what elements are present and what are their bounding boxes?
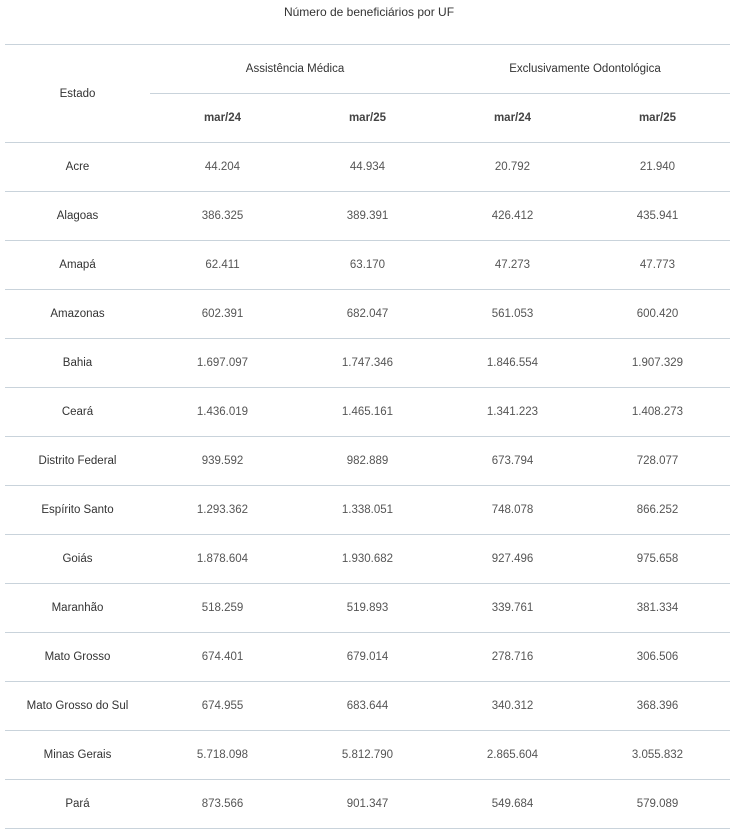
med-mar24-cell: 674.955: [150, 682, 295, 731]
med-mar25-cell: 44.934: [295, 143, 440, 192]
odonto-mar24-cell: 20.792: [440, 143, 585, 192]
odonto-mar24-cell: 1.846.554: [440, 339, 585, 388]
table-row: [5, 143, 730, 192]
odonto-mar24-cell: 1.341.223: [440, 388, 585, 437]
table-row: [5, 780, 730, 829]
table-row: [5, 290, 730, 339]
med-mar25-cell: 519.893: [295, 584, 440, 633]
odonto-mar24-cell: 2.865.604: [440, 731, 585, 780]
state-name-cell: Minas Gerais: [5, 731, 150, 780]
header-odonto-mar24: mar/24: [440, 94, 585, 143]
odonto-mar24-cell: 673.794: [440, 437, 585, 486]
med-mar25-cell: 5.812.790: [295, 731, 440, 780]
med-mar25-cell: 682.047: [295, 290, 440, 339]
odonto-mar25-cell: 1.907.329: [585, 339, 730, 388]
table-row: [5, 633, 730, 682]
table-row: [5, 192, 730, 241]
med-mar25-cell: 389.391: [295, 192, 440, 241]
table-row: [5, 682, 730, 731]
state-name-cell: Amapá: [5, 241, 150, 290]
med-mar24-cell: 939.592: [150, 437, 295, 486]
state-name-cell: Distrito Federal: [5, 437, 150, 486]
table-row: [5, 584, 730, 633]
state-name-cell: Pará: [5, 780, 150, 829]
odonto-mar24-cell: 340.312: [440, 682, 585, 731]
med-mar24-cell: 1.293.362: [150, 486, 295, 535]
header-exclusivamente-odontologica: Exclusivamente Odontológica: [440, 45, 730, 94]
med-mar24-cell: 1.697.097: [150, 339, 295, 388]
med-mar24-cell: 518.259: [150, 584, 295, 633]
odonto-mar24-cell: 561.053: [440, 290, 585, 339]
odonto-mar25-cell: 381.334: [585, 584, 730, 633]
table-caption: Número de beneficiários por UF: [283, 5, 455, 19]
med-mar25-cell: 1.747.346: [295, 339, 440, 388]
med-mar25-cell: 1.930.682: [295, 535, 440, 584]
odonto-mar25-cell: 866.252: [585, 486, 730, 535]
med-mar24-cell: 873.566: [150, 780, 295, 829]
state-name-cell: Acre: [5, 143, 150, 192]
table-body: [5, 143, 730, 829]
med-mar24-cell: 62.411: [150, 241, 295, 290]
state-name-cell: Mato Grosso: [5, 633, 150, 682]
med-mar24-cell: 602.391: [150, 290, 295, 339]
med-mar25-cell: 63.170: [295, 241, 440, 290]
odonto-mar24-cell: 339.761: [440, 584, 585, 633]
odonto-mar25-cell: 47.773: [585, 241, 730, 290]
med-mar25-cell: 1.465.161: [295, 388, 440, 437]
state-name-cell: Ceará: [5, 388, 150, 437]
odonto-mar25-cell: 600.420: [585, 290, 730, 339]
odonto-mar25-cell: 579.089: [585, 780, 730, 829]
odonto-mar24-cell: 426.412: [440, 192, 585, 241]
med-mar25-cell: 679.014: [295, 633, 440, 682]
med-mar25-cell: 982.889: [295, 437, 440, 486]
odonto-mar25-cell: 975.658: [585, 535, 730, 584]
odonto-mar25-cell: 368.396: [585, 682, 730, 731]
state-name-cell: Maranhão: [5, 584, 150, 633]
table-row: [5, 388, 730, 437]
med-mar24-cell: 5.718.098: [150, 731, 295, 780]
med-mar24-cell: 386.325: [150, 192, 295, 241]
odonto-mar24-cell: 549.684: [440, 780, 585, 829]
state-name-cell: Mato Grosso do Sul: [5, 682, 150, 731]
odonto-mar24-cell: 47.273: [440, 241, 585, 290]
med-mar24-cell: 674.401: [150, 633, 295, 682]
state-name-cell: Goiás: [5, 535, 150, 584]
header-assistencia-medica: Assistência Médica: [150, 45, 440, 94]
odonto-mar24-cell: 927.496: [440, 535, 585, 584]
table-row: [5, 535, 730, 584]
med-mar24-cell: 1.436.019: [150, 388, 295, 437]
header-med-mar24: mar/24: [150, 94, 295, 143]
table-row: [5, 486, 730, 535]
table-row: [5, 241, 730, 290]
med-mar24-cell: 44.204: [150, 143, 295, 192]
odonto-mar25-cell: 728.077: [585, 437, 730, 486]
header-med-mar25: mar/25: [295, 94, 440, 143]
table-row: [5, 437, 730, 486]
med-mar25-cell: 1.338.051: [295, 486, 440, 535]
table-row: [5, 339, 730, 388]
odonto-mar25-cell: 21.940: [585, 143, 730, 192]
state-name-cell: Bahia: [5, 339, 150, 388]
table-row: [5, 731, 730, 780]
state-name-cell: Amazonas: [5, 290, 150, 339]
med-mar24-cell: 1.878.604: [150, 535, 295, 584]
odonto-mar24-cell: 748.078: [440, 486, 585, 535]
med-mar25-cell: 683.644: [295, 682, 440, 731]
odonto-mar25-cell: 306.506: [585, 633, 730, 682]
med-mar25-cell: 901.347: [295, 780, 440, 829]
header-odonto-mar25: mar/25: [585, 94, 730, 143]
beneficiaries-table: [5, 44, 730, 829]
state-name-cell: Alagoas: [5, 192, 150, 241]
odonto-mar24-cell: 278.716: [440, 633, 585, 682]
odonto-mar25-cell: 435.941: [585, 192, 730, 241]
state-name-cell: Espírito Santo: [5, 486, 150, 535]
odonto-mar25-cell: 3.055.832: [585, 731, 730, 780]
odonto-mar25-cell: 1.408.273: [585, 388, 730, 437]
header-state: Estado: [5, 45, 150, 143]
